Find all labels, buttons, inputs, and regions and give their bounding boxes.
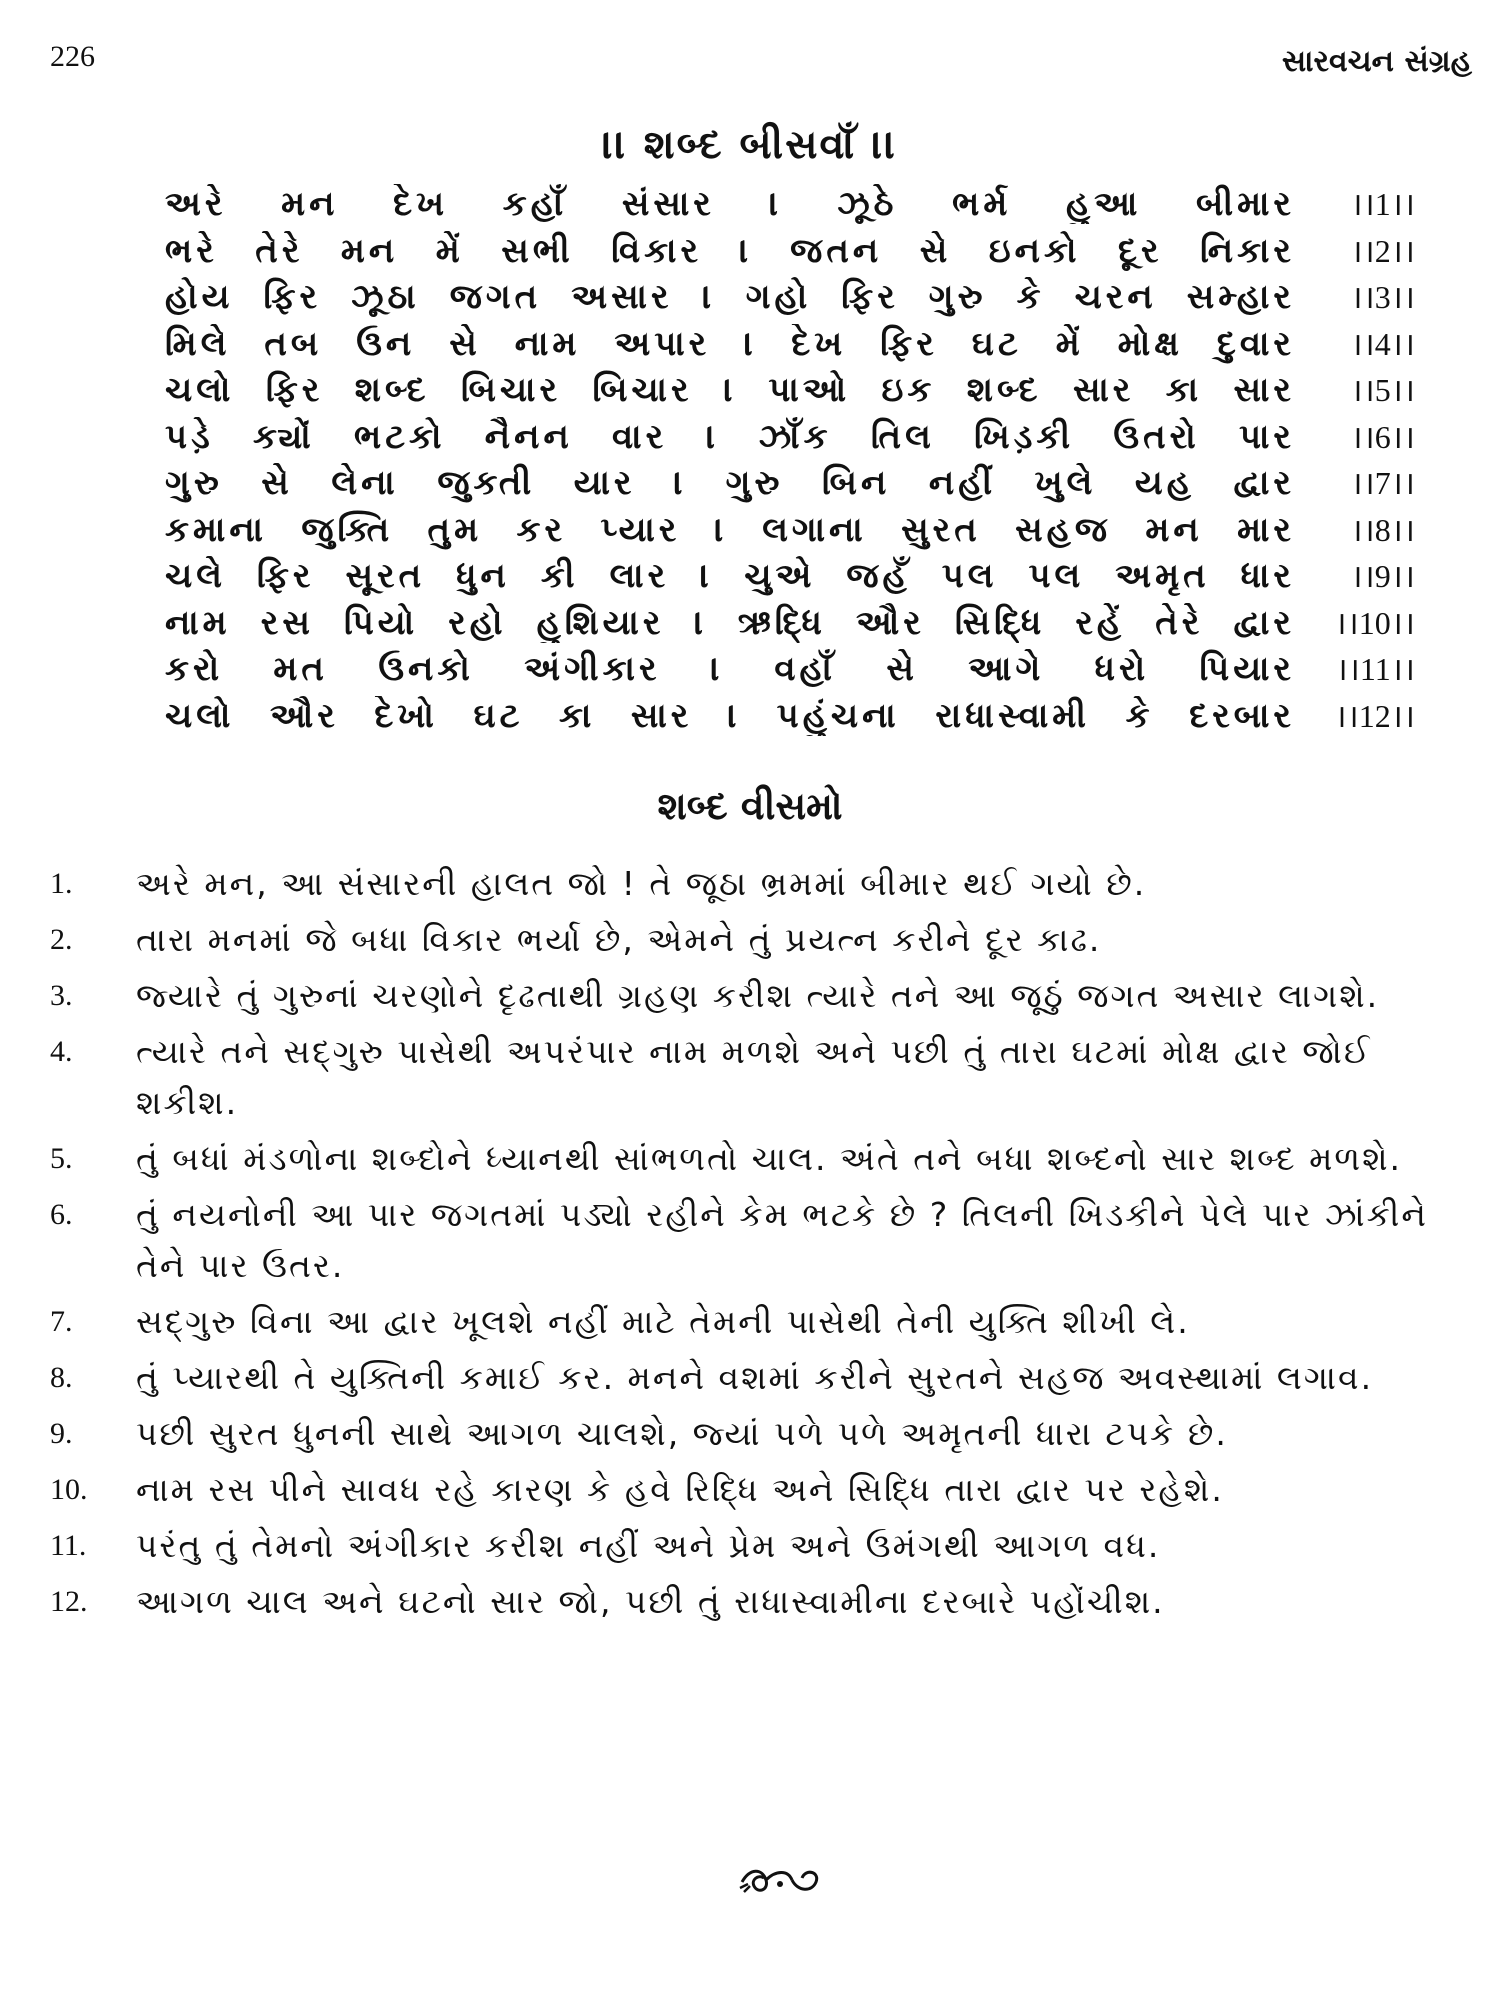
verse-number: ।।8।। [1350,511,1415,548]
item-number: 3. [50,979,73,1012]
verse-line [165,461,1415,508]
verse-text: કરો મત ઉનકો અંગીકાર । વહાઁ સે આગે ધરો પિયાર [165,649,1295,689]
verse-number: ।।12।। [1334,697,1415,734]
verse-text: ગુરુ સે લેના જુક્તી યાર । ગુરુ બિન નહીં ખુલે યહ દ્વાર [165,463,1295,503]
verse-line [165,182,1415,229]
verse-line [165,508,1415,555]
item-text: આગળ ચાલ અને ઘટનો સાર જો, પછી તું રાધાસ્વામીના દરબારે પહોંચીશ. [136,1582,1165,1621]
verse-number: ।।1।। [1350,186,1415,222]
list-item [50,1296,1470,1347]
floral-ornament-icon [736,1862,826,1902]
item-number: 4. [50,1035,73,1068]
item-text: ત્યારે તને સદ્‌ગુરુ પાસેથી અપરંપાર નામ મળશે અને પછી તું તારા ઘટમાં મોક્ષ દ્વાર જોઈ શકીશ. [136,1032,1372,1122]
item-text: નામ રસ પીને સાવધ રહે કારણ કે હવે રિદ્ધિ અને સિદ્ધિ તારા દ્વાર પર રહેશે. [136,1470,1224,1509]
item-text: તું પ્યારથી તે યુક્તિની કમાઈ કર. મનને વશમાં કરીને સુરતને સહજ અવસ્થામાં લગાવ. [136,1358,1374,1397]
list-item [50,1520,1470,1571]
item-text: સદ્‌ગુરુ વિના આ દ્વાર ખૂલશે નહીં માટે તેમની પાસેથી તેની યુક્તિ શીખી લે. [136,1302,1190,1341]
verse-text: મિલે તબ ઉન સે નામ અપાર । દેખ ફિર ઘટ મેં મોક્ષ દુવાર [165,323,1295,364]
verse-line [165,229,1415,276]
verse-line [165,601,1415,648]
verse-number: ।।2।। [1350,232,1415,269]
verse-number: ।।9।। [1350,558,1415,594]
item-text: તું નયનોની આ પાર જગતમાં પડ્યો રહીને કેમ ભટકે છે ? તિલની ખિડકીને પેલે પાર ઝાંકીને તેને પાર ઉતર. [136,1195,1428,1285]
poem-verses [165,182,1415,740]
list-item [50,1189,1470,1291]
list-item [50,1352,1470,1403]
running-title: સારવચન સંગ્રહ [1281,44,1472,79]
verse-line [165,415,1415,462]
verse-text: નામ રસ પિયો રહો હુશિયાર । ઋદ્ધિ ઔર સિદ્ધિ રહેં તેરે દ્વાર [165,602,1295,643]
item-number: 2. [50,923,73,956]
poem-title: ।। શબ્દ બીસવાઁ ।। [602,122,898,168]
item-text: અરે મન, આ સંસારની હાલત જો ! તે જૂઠા ભ્રમમાં બીમાર થઈ ગયો છે. [136,864,1147,903]
list-item [50,1408,1470,1459]
item-number: 8. [50,1361,73,1394]
verse-number: ।।6।। [1350,418,1415,455]
verse-number: ।।5।। [1350,372,1415,408]
item-number: 6. [50,1198,73,1231]
translation-list [50,858,1470,1632]
verse-text: હોય ફિર ઝૂઠા જગત અસાર । ગહો ફિર ગુરુ કે ચરન સમ્હાર [165,277,1295,317]
list-item [50,1026,1470,1128]
item-number: 10. [50,1473,88,1506]
item-number: 9. [50,1417,73,1450]
verse-line [165,368,1415,415]
list-item [50,1133,1470,1184]
verse-line [165,322,1415,369]
verse-text: અરે મન દેખ કહાઁ સંસાર । ઝૂઠે ભર્મ હુઆ બીમાર [165,184,1295,224]
item-text: પછી સુરત ધુનની સાથે આગળ ચાલશે, જ્યાં પળે પળે અમૃતની ધારા ટપકે છે. [136,1414,1228,1453]
item-text: તારા મનમાં જે બધા વિકાર ભર્યા છે, એમને તું પ્રયત્ન કરીને દૂર કાઢ. [136,920,1102,959]
item-text: પરંતુ તું તેમનો અંગીકાર કરીશ નહીં અને પ્રેમ અને ઉમંગથી આગળ વધ. [136,1526,1161,1565]
verse-number: ।।7।। [1350,465,1415,501]
list-item [50,970,1470,1021]
item-text: જ્યારે તું ગુરુનાં ચરણોને દૃઢતાથી ગ્રહણ કરીશ ત્યારે તને આ જૂઠું જગત અસાર લાગશે. [136,976,1380,1015]
list-item [50,1576,1470,1627]
verse-text: ભરે તેરે મન મેં સભી વિકાર । જતન સે ઇનકો દૂર નિકાર [165,230,1295,271]
list-item [50,1464,1470,1515]
translation-title: શબ્દ વીસમો [657,784,843,828]
list-item [50,858,1470,909]
verse-line [165,554,1415,601]
verse-line [165,647,1415,694]
verse-number: ।।3।। [1350,279,1415,315]
verse-text: ચલે ફિર સૂરત ધુન કી લાર । ચુએ જહઁ પલ પલ અમૃત ધાર [165,556,1295,596]
item-number: 1. [50,867,73,900]
verse-line [165,694,1415,741]
item-number: 5. [50,1142,73,1175]
page-number: 226 [50,40,95,73]
verse-line [165,275,1415,322]
verse-number: ।।4।। [1350,325,1415,362]
verse-number: ।।11।। [1335,651,1415,687]
verse-number: ।।10।। [1334,604,1415,641]
verse-text: કમાના જુક્તિ તુમ કર પ્યાર । લગાના સુરત સહજ મન માર [165,509,1295,550]
verse-text: ચલો ઔર દેખો ઘટ કા સાર । પહુંચના રાધાસ્વામી કે દરબાર [165,695,1295,736]
item-number: 12. [50,1585,88,1618]
verse-text: ચલો ફિર શબ્દ બિચાર બિચાર । પાઓ ઇક શબ્દ સાર કા સાર [165,370,1295,410]
item-text: તું બધાં મંડળોના શબ્દોને ધ્યાનથી સાંભળતો ચાલ. અંતે તને બધા શબ્દનો સાર શબ્દ મળશે. [136,1139,1403,1178]
item-number: 7. [50,1305,73,1338]
item-number: 11. [50,1529,87,1562]
list-item [50,914,1470,965]
verse-text: પડ઼ે ક્યોં ભટકો નૈનન વાર । ઝાઁક તિલ ખિડ઼કી ઉતરો પાર [165,416,1295,457]
